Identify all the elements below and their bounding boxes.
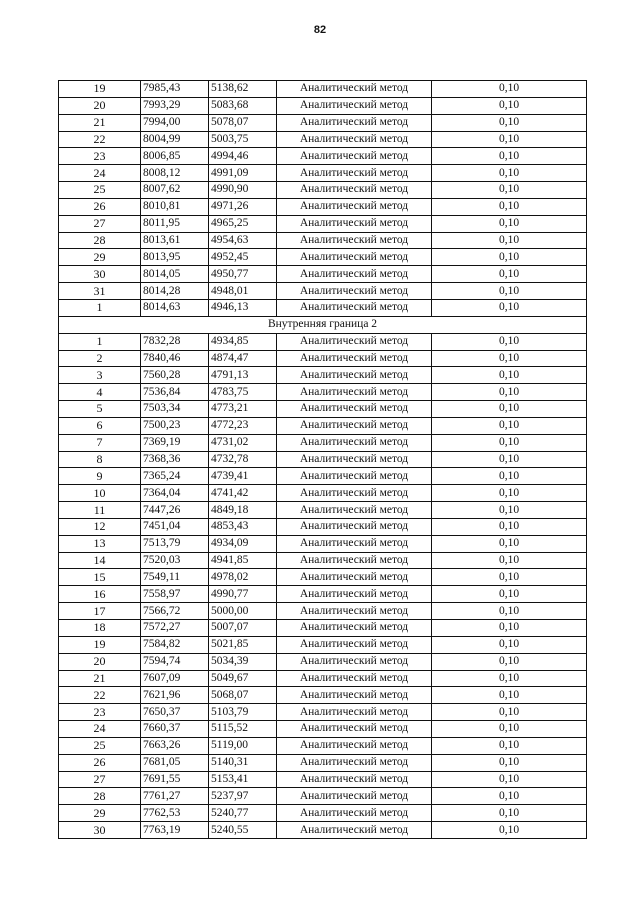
point-number-cell: 23 [59, 704, 141, 721]
accuracy-cell: 0,10 [432, 485, 587, 502]
coordinate-y-cell: 5153,41 [209, 771, 277, 788]
coordinate-y-cell: 5119,00 [209, 737, 277, 754]
accuracy-cell: 0,10 [432, 333, 587, 350]
method-cell: Аналитический метод [277, 148, 432, 165]
coordinate-x-cell: 7994,00 [141, 114, 209, 131]
method-cell: Аналитический метод [277, 620, 432, 637]
point-number-cell: 30 [59, 266, 141, 283]
accuracy-cell: 0,10 [432, 670, 587, 687]
table-row [59, 737, 587, 754]
method-cell: Аналитический метод [277, 215, 432, 232]
coordinate-x-cell: 7451,04 [141, 518, 209, 535]
coordinate-y-cell: 4994,46 [209, 148, 277, 165]
accuracy-cell: 0,10 [432, 81, 587, 98]
coordinate-x-cell: 7762,53 [141, 805, 209, 822]
coordinate-y-cell: 4952,45 [209, 249, 277, 266]
section-title: Внутренняя граница 2 [59, 316, 587, 333]
coordinate-y-cell: 4853,43 [209, 518, 277, 535]
method-cell: Аналитический метод [277, 687, 432, 704]
coordinate-x-cell: 7447,26 [141, 502, 209, 519]
coordinate-x-cell: 8010,81 [141, 198, 209, 215]
coordinate-x-cell: 7520,03 [141, 552, 209, 569]
method-cell: Аналитический метод [277, 182, 432, 199]
method-cell: Аналитический метод [277, 737, 432, 754]
accuracy-cell: 0,10 [432, 704, 587, 721]
table-row [59, 636, 587, 653]
coordinate-y-cell: 5240,77 [209, 805, 277, 822]
coordinate-y-cell: 4978,02 [209, 569, 277, 586]
table-row [59, 518, 587, 535]
method-cell: Аналитический метод [277, 417, 432, 434]
method-cell: Аналитический метод [277, 535, 432, 552]
method-cell: Аналитический метод [277, 333, 432, 350]
method-cell: Аналитический метод [277, 771, 432, 788]
accuracy-cell: 0,10 [432, 754, 587, 771]
table-row [59, 249, 587, 266]
table-row [59, 468, 587, 485]
point-number-cell: 24 [59, 165, 141, 182]
method-cell: Аналитический метод [277, 670, 432, 687]
table-row [59, 182, 587, 199]
point-number-cell: 7 [59, 434, 141, 451]
accuracy-cell: 0,10 [432, 552, 587, 569]
point-number-cell: 22 [59, 687, 141, 704]
coordinate-x-cell: 7560,28 [141, 367, 209, 384]
point-number-cell: 19 [59, 636, 141, 653]
coordinate-y-cell: 4731,02 [209, 434, 277, 451]
coordinate-x-cell: 7500,23 [141, 417, 209, 434]
coordinate-x-cell: 7650,37 [141, 704, 209, 721]
point-number-cell: 4 [59, 384, 141, 401]
coordinate-x-cell: 8004,99 [141, 131, 209, 148]
table-row [59, 620, 587, 637]
method-cell: Аналитический метод [277, 805, 432, 822]
coordinate-x-cell: 7584,82 [141, 636, 209, 653]
point-number-cell: 17 [59, 603, 141, 620]
coordinate-y-cell: 4948,01 [209, 283, 277, 300]
coordinate-x-cell: 7365,24 [141, 468, 209, 485]
accuracy-cell: 0,10 [432, 737, 587, 754]
table-row [59, 232, 587, 249]
table-row [59, 384, 587, 401]
method-cell: Аналитический метод [277, 198, 432, 215]
coordinate-x-cell: 7558,97 [141, 586, 209, 603]
accuracy-cell: 0,10 [432, 131, 587, 148]
table-row [59, 283, 587, 300]
point-number-cell: 24 [59, 721, 141, 738]
table-row [59, 771, 587, 788]
method-cell: Аналитический метод [277, 249, 432, 266]
coordinate-x-cell: 8014,63 [141, 299, 209, 316]
point-number-cell: 1 [59, 299, 141, 316]
accuracy-cell: 0,10 [432, 215, 587, 232]
table-row [59, 81, 587, 98]
table-row [59, 721, 587, 738]
accuracy-cell: 0,10 [432, 434, 587, 451]
table-row [59, 535, 587, 552]
point-number-cell: 31 [59, 283, 141, 300]
point-number-cell: 19 [59, 81, 141, 98]
table-row [59, 165, 587, 182]
method-cell: Аналитический метод [277, 754, 432, 771]
method-cell: Аналитический метод [277, 603, 432, 620]
table-row [59, 653, 587, 670]
method-cell: Аналитический метод [277, 721, 432, 738]
accuracy-cell: 0,10 [432, 148, 587, 165]
method-cell: Аналитический метод [277, 367, 432, 384]
coordinate-x-cell: 7691,55 [141, 771, 209, 788]
accuracy-cell: 0,10 [432, 822, 587, 839]
coordinate-y-cell: 4773,21 [209, 401, 277, 418]
method-cell: Аналитический метод [277, 653, 432, 670]
table-row [59, 552, 587, 569]
accuracy-cell: 0,10 [432, 384, 587, 401]
point-number-cell: 27 [59, 215, 141, 232]
table-row [59, 198, 587, 215]
coordinate-x-cell: 7761,27 [141, 788, 209, 805]
coordinate-x-cell: 7607,09 [141, 670, 209, 687]
section-header-row [59, 316, 587, 333]
coordinate-y-cell: 4991,09 [209, 165, 277, 182]
method-cell: Аналитический метод [277, 350, 432, 367]
accuracy-cell: 0,10 [432, 97, 587, 114]
accuracy-cell: 0,10 [432, 636, 587, 653]
coordinate-x-cell: 7549,11 [141, 569, 209, 586]
coordinate-x-cell: 7985,43 [141, 81, 209, 98]
method-cell: Аналитический метод [277, 518, 432, 535]
table-row [59, 485, 587, 502]
coordinate-x-cell: 7763,19 [141, 822, 209, 839]
coordinate-y-cell: 4946,13 [209, 299, 277, 316]
coordinate-x-cell: 8014,28 [141, 283, 209, 300]
coordinate-x-cell: 7503,34 [141, 401, 209, 418]
accuracy-cell: 0,10 [432, 165, 587, 182]
coordinate-y-cell: 5021,85 [209, 636, 277, 653]
accuracy-cell: 0,10 [432, 687, 587, 704]
table-row [59, 215, 587, 232]
table-row [59, 451, 587, 468]
coordinate-x-cell: 8006,85 [141, 148, 209, 165]
coordinate-x-cell: 7536,84 [141, 384, 209, 401]
point-number-cell: 21 [59, 114, 141, 131]
accuracy-cell: 0,10 [432, 535, 587, 552]
method-cell: Аналитический метод [277, 451, 432, 468]
accuracy-cell: 0,10 [432, 771, 587, 788]
accuracy-cell: 0,10 [432, 502, 587, 519]
coordinate-y-cell: 4934,09 [209, 535, 277, 552]
coordinate-y-cell: 5034,39 [209, 653, 277, 670]
coordinate-y-cell: 5007,07 [209, 620, 277, 637]
accuracy-cell: 0,10 [432, 182, 587, 199]
coordinate-x-cell: 7681,05 [141, 754, 209, 771]
accuracy-cell: 0,10 [432, 721, 587, 738]
accuracy-cell: 0,10 [432, 518, 587, 535]
accuracy-cell: 0,10 [432, 620, 587, 637]
point-number-cell: 13 [59, 535, 141, 552]
table-row [59, 148, 587, 165]
coordinate-y-cell: 4990,90 [209, 182, 277, 199]
coordinate-x-cell: 7369,19 [141, 434, 209, 451]
table-row [59, 401, 587, 418]
table-row [59, 687, 587, 704]
coordinate-y-cell: 4741,42 [209, 485, 277, 502]
method-cell: Аналитический метод [277, 299, 432, 316]
coordinate-y-cell: 4739,41 [209, 468, 277, 485]
accuracy-cell: 0,10 [432, 232, 587, 249]
table-row [59, 97, 587, 114]
coordinate-x-cell: 7594,74 [141, 653, 209, 670]
accuracy-cell: 0,10 [432, 283, 587, 300]
accuracy-cell: 0,10 [432, 249, 587, 266]
point-number-cell: 10 [59, 485, 141, 502]
point-number-cell: 16 [59, 586, 141, 603]
table-row [59, 569, 587, 586]
method-cell: Аналитический метод [277, 131, 432, 148]
point-number-cell: 28 [59, 232, 141, 249]
table-row [59, 586, 587, 603]
table-row [59, 367, 587, 384]
table-row [59, 822, 587, 839]
coordinate-x-cell: 7368,36 [141, 451, 209, 468]
coordinate-x-cell: 7993,29 [141, 97, 209, 114]
coordinate-x-cell: 7663,26 [141, 737, 209, 754]
coordinate-y-cell: 5140,31 [209, 754, 277, 771]
accuracy-cell: 0,10 [432, 401, 587, 418]
coordinate-y-cell: 5068,07 [209, 687, 277, 704]
coordinate-y-cell: 5003,75 [209, 131, 277, 148]
accuracy-cell: 0,10 [432, 198, 587, 215]
coordinate-y-cell: 5049,67 [209, 670, 277, 687]
method-cell: Аналитический метод [277, 97, 432, 114]
point-number-cell: 30 [59, 822, 141, 839]
method-cell: Аналитический метод [277, 552, 432, 569]
coordinate-x-cell: 8014,05 [141, 266, 209, 283]
method-cell: Аналитический метод [277, 232, 432, 249]
table-row [59, 502, 587, 519]
method-cell: Аналитический метод [277, 401, 432, 418]
coordinate-x-cell: 8013,61 [141, 232, 209, 249]
point-number-cell: 22 [59, 131, 141, 148]
point-number-cell: 1 [59, 333, 141, 350]
method-cell: Аналитический метод [277, 502, 432, 519]
point-number-cell: 2 [59, 350, 141, 367]
coordinate-x-cell: 7621,96 [141, 687, 209, 704]
method-cell: Аналитический метод [277, 165, 432, 182]
accuracy-cell: 0,10 [432, 266, 587, 283]
coordinates-table [58, 80, 587, 839]
table-row [59, 434, 587, 451]
coordinate-x-cell: 7832,28 [141, 333, 209, 350]
accuracy-cell: 0,10 [432, 653, 587, 670]
point-number-cell: 11 [59, 502, 141, 519]
coordinate-y-cell: 5078,07 [209, 114, 277, 131]
coordinate-x-cell: 7660,37 [141, 721, 209, 738]
method-cell: Аналитический метод [277, 586, 432, 603]
table-row [59, 299, 587, 316]
coordinate-y-cell: 4791,13 [209, 367, 277, 384]
coordinate-y-cell: 4934,85 [209, 333, 277, 350]
point-number-cell: 20 [59, 653, 141, 670]
table-row [59, 266, 587, 283]
coordinates-table-body [59, 81, 587, 839]
point-number-cell: 29 [59, 249, 141, 266]
coordinate-y-cell: 5000,00 [209, 603, 277, 620]
coordinate-x-cell: 7572,27 [141, 620, 209, 637]
point-number-cell: 9 [59, 468, 141, 485]
page-number: 82 [313, 24, 327, 36]
point-number-cell: 28 [59, 788, 141, 805]
coordinate-y-cell: 5237,97 [209, 788, 277, 805]
accuracy-cell: 0,10 [432, 417, 587, 434]
coordinate-y-cell: 4732,78 [209, 451, 277, 468]
coordinate-y-cell: 5103,79 [209, 704, 277, 721]
method-cell: Аналитический метод [277, 283, 432, 300]
point-number-cell: 25 [59, 182, 141, 199]
table-row [59, 131, 587, 148]
method-cell: Аналитический метод [277, 569, 432, 586]
coordinate-y-cell: 4941,85 [209, 552, 277, 569]
point-number-cell: 21 [59, 670, 141, 687]
coordinate-y-cell: 5115,52 [209, 721, 277, 738]
point-number-cell: 5 [59, 401, 141, 418]
accuracy-cell: 0,10 [432, 468, 587, 485]
method-cell: Аналитический метод [277, 636, 432, 653]
accuracy-cell: 0,10 [432, 114, 587, 131]
coordinate-y-cell: 4971,26 [209, 198, 277, 215]
coordinate-y-cell: 4783,75 [209, 384, 277, 401]
point-number-cell: 14 [59, 552, 141, 569]
point-number-cell: 15 [59, 569, 141, 586]
method-cell: Аналитический метод [277, 384, 432, 401]
table-row [59, 704, 587, 721]
point-number-cell: 3 [59, 367, 141, 384]
point-number-cell: 8 [59, 451, 141, 468]
method-cell: Аналитический метод [277, 704, 432, 721]
coordinate-x-cell: 8007,62 [141, 182, 209, 199]
method-cell: Аналитический метод [277, 266, 432, 283]
point-number-cell: 18 [59, 620, 141, 637]
table-row [59, 417, 587, 434]
coordinate-x-cell: 8008,12 [141, 165, 209, 182]
method-cell: Аналитический метод [277, 434, 432, 451]
table-row [59, 788, 587, 805]
method-cell: Аналитический метод [277, 788, 432, 805]
method-cell: Аналитический метод [277, 468, 432, 485]
coordinate-y-cell: 5138,62 [209, 81, 277, 98]
accuracy-cell: 0,10 [432, 603, 587, 620]
accuracy-cell: 0,10 [432, 569, 587, 586]
point-number-cell: 27 [59, 771, 141, 788]
accuracy-cell: 0,10 [432, 451, 587, 468]
point-number-cell: 20 [59, 97, 141, 114]
coordinate-x-cell: 8011,95 [141, 215, 209, 232]
method-cell: Аналитический метод [277, 822, 432, 839]
table-row [59, 350, 587, 367]
table-row [59, 114, 587, 131]
point-number-cell: 23 [59, 148, 141, 165]
coordinate-y-cell: 4950,77 [209, 266, 277, 283]
coordinate-y-cell: 4965,25 [209, 215, 277, 232]
coordinate-y-cell: 4954,63 [209, 232, 277, 249]
point-number-cell: 25 [59, 737, 141, 754]
coordinate-x-cell: 8013,95 [141, 249, 209, 266]
accuracy-cell: 0,10 [432, 367, 587, 384]
table-row [59, 670, 587, 687]
coordinate-x-cell: 7513,79 [141, 535, 209, 552]
table-row [59, 805, 587, 822]
accuracy-cell: 0,10 [432, 350, 587, 367]
coordinate-y-cell: 5083,68 [209, 97, 277, 114]
point-number-cell: 26 [59, 198, 141, 215]
point-number-cell: 26 [59, 754, 141, 771]
point-number-cell: 6 [59, 417, 141, 434]
point-number-cell: 29 [59, 805, 141, 822]
coordinate-y-cell: 4849,18 [209, 502, 277, 519]
coordinate-y-cell: 5240,55 [209, 822, 277, 839]
table-row [59, 603, 587, 620]
accuracy-cell: 0,10 [432, 299, 587, 316]
coordinate-x-cell: 7840,46 [141, 350, 209, 367]
point-number-cell: 12 [59, 518, 141, 535]
method-cell: Аналитический метод [277, 485, 432, 502]
method-cell: Аналитический метод [277, 81, 432, 98]
coordinate-x-cell: 7364,04 [141, 485, 209, 502]
accuracy-cell: 0,10 [432, 586, 587, 603]
coordinate-y-cell: 4772,23 [209, 417, 277, 434]
method-cell: Аналитический метод [277, 114, 432, 131]
accuracy-cell: 0,10 [432, 805, 587, 822]
coordinate-y-cell: 4990,77 [209, 586, 277, 603]
coordinate-y-cell: 4874,47 [209, 350, 277, 367]
table-row [59, 333, 587, 350]
accuracy-cell: 0,10 [432, 788, 587, 805]
coordinate-x-cell: 7566,72 [141, 603, 209, 620]
table-row [59, 754, 587, 771]
